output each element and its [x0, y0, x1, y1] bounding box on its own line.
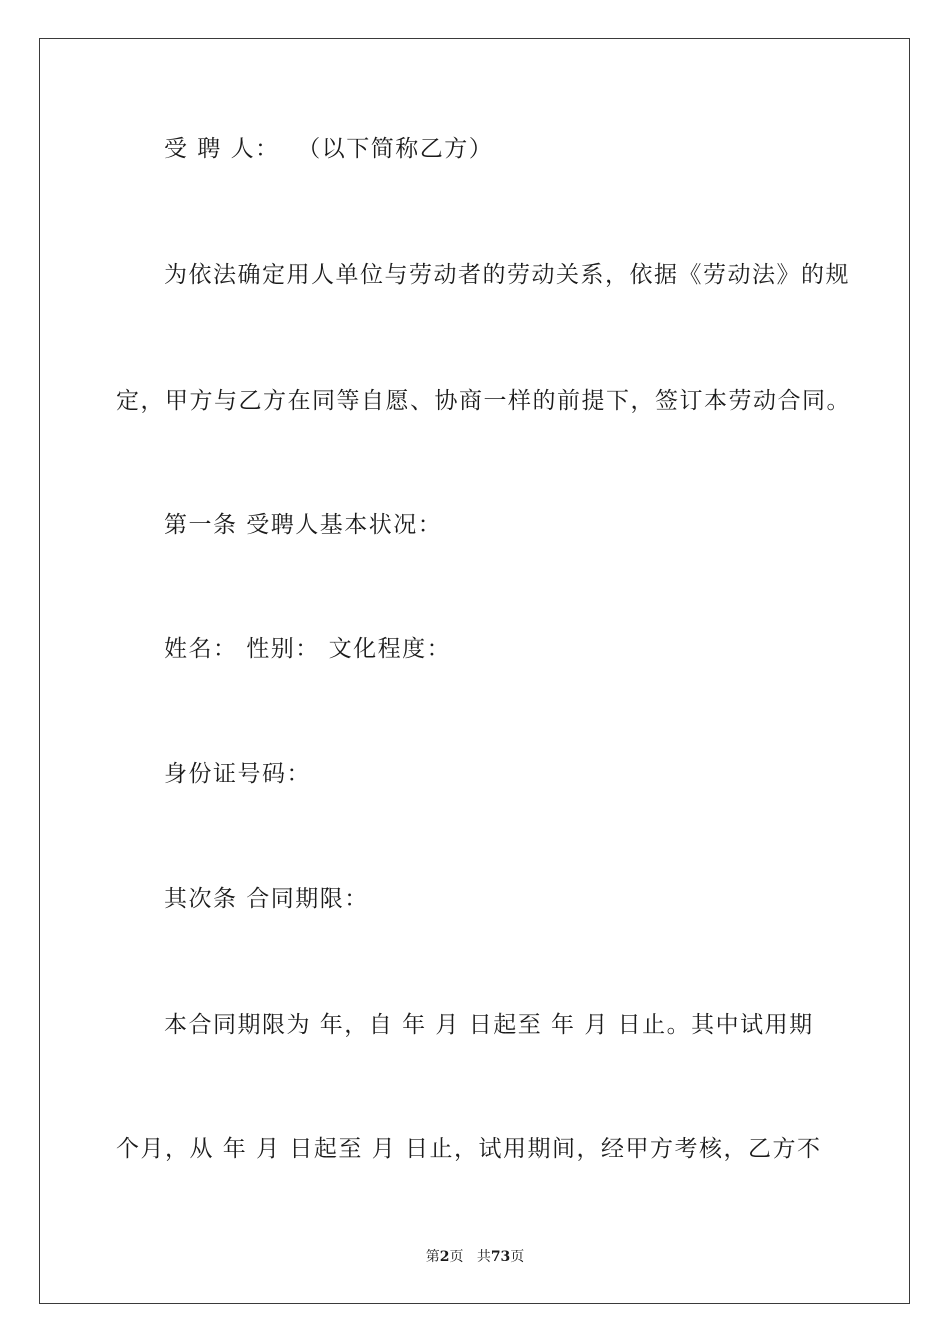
employee-line: 受 聘 人： （以下简称乙方） — [164, 136, 494, 162]
form-field-line: 姓名： 性别： 文化程度： — [164, 636, 452, 662]
paragraph-line: 为依法确定用人单位与劳动者的劳动关系，依据《劳动法》的规 — [164, 262, 850, 288]
paragraph-line: 定，甲方与乙方在同等自愿、协商一样的前提下，签订本劳动合同。 — [116, 388, 851, 414]
article-heading: 第一条 受聘人基本状况： — [164, 512, 443, 538]
page-number: 2 — [439, 1249, 450, 1265]
total-prefix: 共 — [476, 1249, 491, 1265]
page-prefix: 第 — [425, 1249, 440, 1265]
article-heading: 其次条 合同期限： — [164, 886, 369, 912]
paragraph-line: 本合同期限为 年，自 年 月 日起至 年 月 日止。其中试用期 — [164, 1012, 814, 1038]
paragraph-line: 个月，从 年 月 日起至 月 日止，试用期间，经甲方考核，乙方不 — [116, 1136, 822, 1162]
page-suffix: 页 — [449, 1249, 464, 1265]
form-field-line: 身份证号码： — [164, 761, 311, 787]
total-suffix: 页 — [510, 1249, 525, 1265]
total-pages: 73 — [490, 1249, 511, 1265]
page-border — [39, 38, 910, 1304]
page-footer — [0, 1247, 950, 1267]
